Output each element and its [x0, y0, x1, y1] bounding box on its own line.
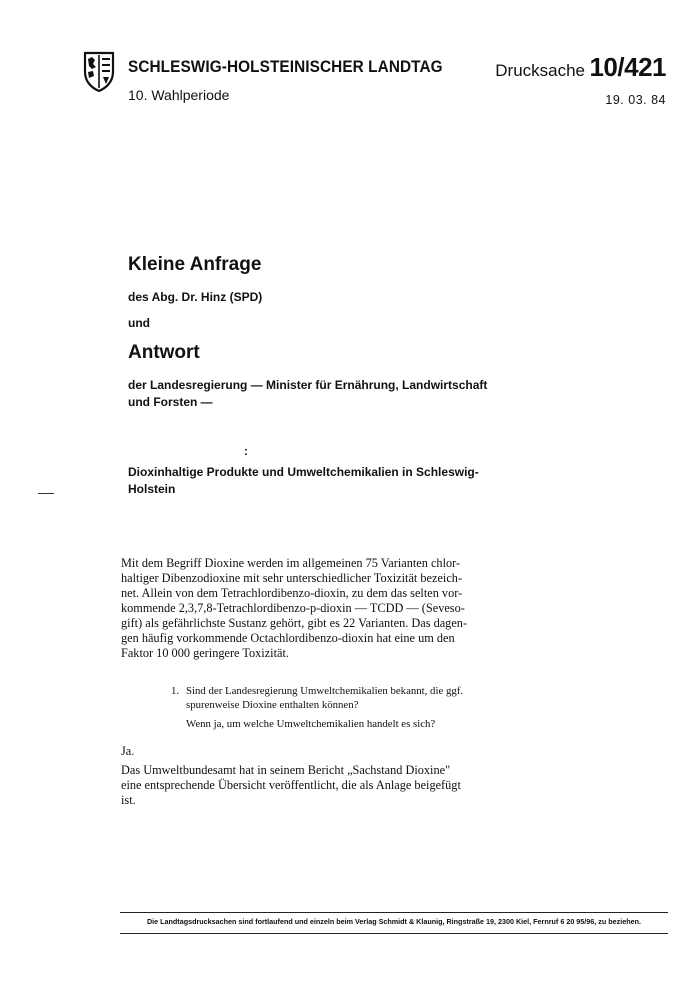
intro-line: kommende 2,3,7,8-Tetrachlordibenzo-p-dioxin — TCDD — (Seveso-: [121, 601, 465, 615]
document-date: 19. 03. 84: [605, 93, 666, 107]
intro-line: gen häufig vorkommende Octachlordibenzo-dioxin hat eine um den: [121, 631, 455, 645]
question-line: spurenweise Dioxine enthalten können?: [186, 699, 359, 711]
intro-line: Mit dem Begriff Dioxine werden im allgemeinen 75 Varianten chlor-: [121, 556, 461, 570]
question-number: 1.: [171, 685, 180, 697]
legislative-period: 10. Wahlperiode: [128, 87, 230, 103]
document-number-value: 10/421: [589, 52, 666, 82]
inquiry-author: des Abg. Dr. Hinz (SPD): [128, 290, 263, 304]
margin-mark: [38, 493, 54, 494]
reply-paragraph: [121, 763, 488, 808]
subject-line-1: Dioxinhaltige Produkte und Umweltchemikalien in Schleswig-: [128, 465, 479, 479]
footer-note: Die Landtagsdrucksachen sind fortlaufend und einzeln beim Verlag Schmidt & Klaunig, Ringstraße 19, 2300 Kiel, Fernruf 6 20 95/96, zu beziehen.: [146, 917, 642, 926]
question-line: Sind der Landesregierung Umweltchemikalien bekannt, die ggf.: [186, 685, 464, 697]
reply-line: eine entsprechende Übersicht veröffentlicht, die als Anlage beigefügt: [121, 778, 461, 792]
intro-line: Faktor 10 000 geringere Toxizität.: [121, 646, 289, 660]
government-line-2: und Forsten —: [128, 395, 213, 409]
subject-colon: :: [244, 444, 248, 458]
document-number: [495, 52, 666, 83]
intro-paragraph: [121, 556, 488, 661]
question-text: [186, 684, 463, 731]
document-label: Drucksache: [495, 61, 586, 80]
coat-of-arms-icon: [82, 50, 116, 92]
question-line: Wenn ja, um welche Umweltchemikalien handelt es sich?: [186, 718, 436, 730]
reply-line: Das Umweltbundesamt hat in seinem Bericht „Sachstand Dioxine": [121, 763, 451, 777]
reply-ja: Ja.: [121, 744, 135, 758]
connector-text: und: [128, 316, 150, 330]
intro-line: haltiger Dibenzodioxine mit sehr unterschiedlicher Toxizität bezeich-: [121, 571, 463, 585]
answer-title: Antwort: [128, 342, 200, 363]
footer-rule-bottom: [120, 933, 668, 934]
intro-line: net. Allein von dem Tetrachlordibenzo-dioxin, zu dem das selten vor-: [121, 586, 463, 600]
footer-rule-top: [120, 912, 668, 913]
government-line-1: der Landesregierung — Minister für Ernährung, Landwirtschaft: [128, 378, 488, 392]
reply-line: ist.: [121, 793, 136, 807]
intro-line: gift) als gefährlichste Sustanz gehört, gibt es 22 Varianten. Das dagen-: [121, 616, 468, 630]
subject-line-2: Holstein: [128, 482, 176, 496]
parliament-name: SCHLESWIG-HOLSTEINISCHER LANDTAG: [128, 58, 443, 76]
inquiry-title: Kleine Anfrage: [128, 254, 262, 275]
